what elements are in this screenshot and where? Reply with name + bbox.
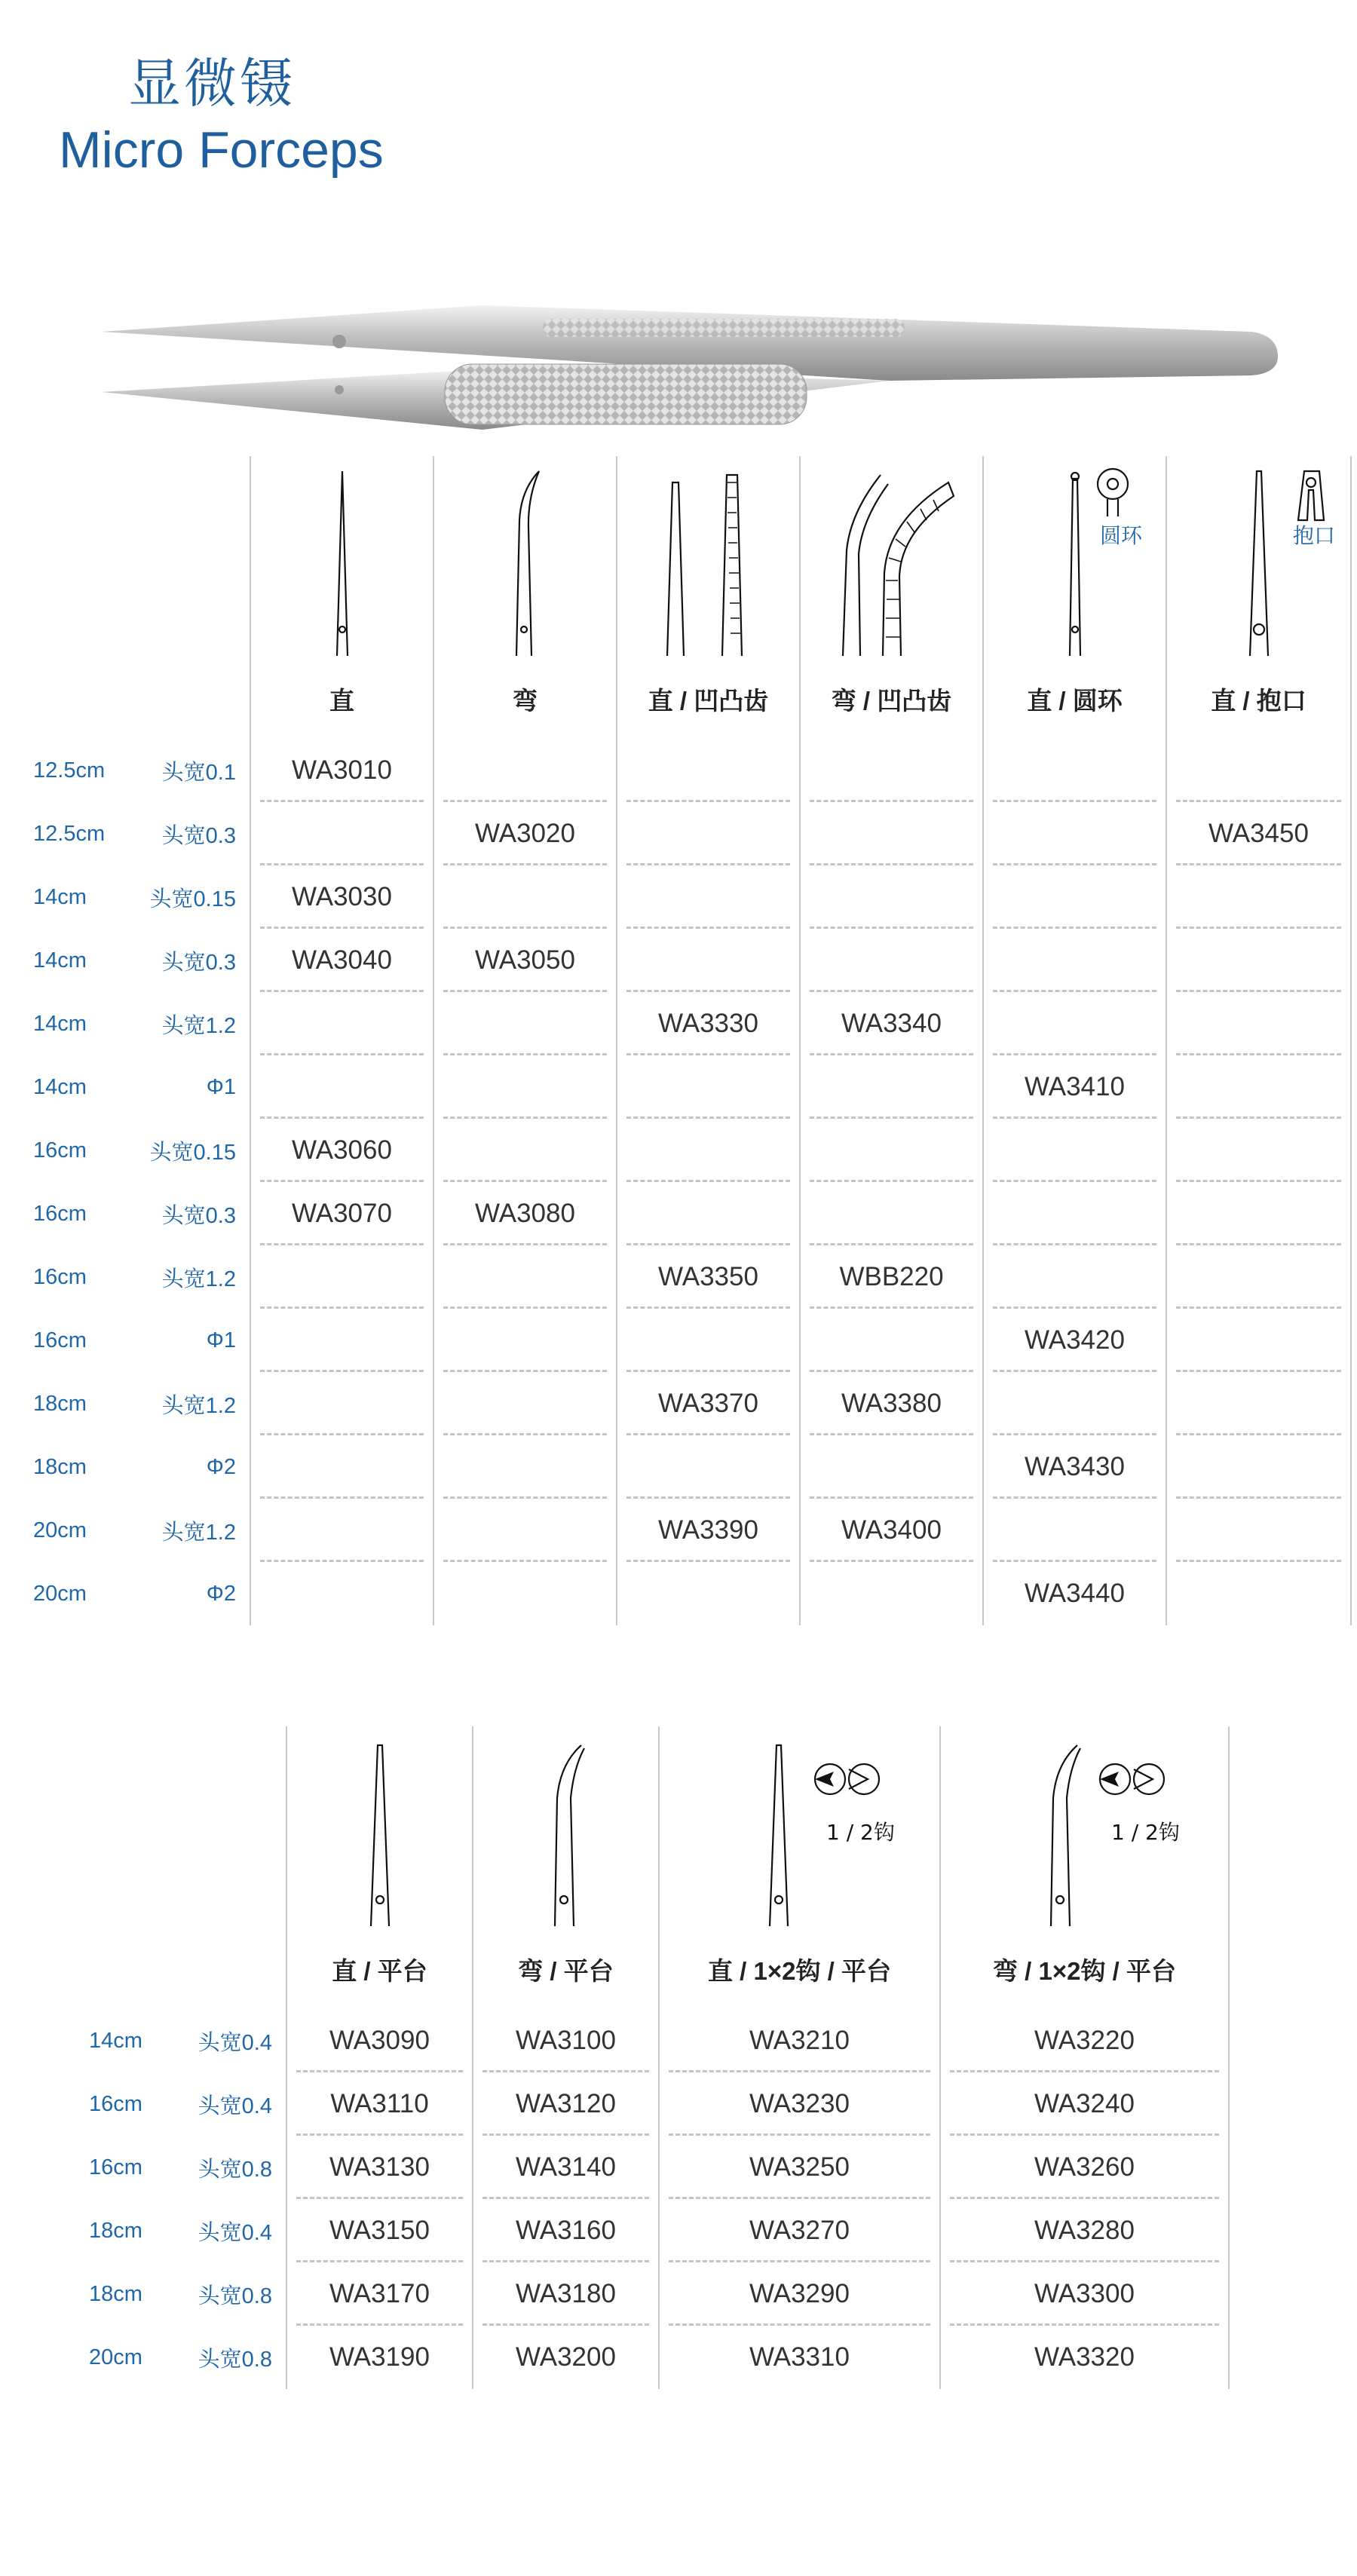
- column-header: 直 / 平台: [286, 1930, 473, 2009]
- tip-width-label: 头宽1.2: [161, 1013, 236, 1038]
- model-code-cell: WA3070: [250, 1182, 433, 1245]
- model-code-cell: WA3170: [286, 2262, 473, 2326]
- title-english: Micro Forceps: [59, 121, 384, 179]
- model-code-cell: [617, 739, 800, 802]
- clamp-forceps-icon: [1166, 456, 1351, 660]
- model-code-cell: [617, 1309, 800, 1372]
- model-code-cell: [617, 1182, 800, 1245]
- model-code-cell: [983, 1245, 1166, 1309]
- model-code-cell: [433, 739, 617, 802]
- platform-straight-forceps-icon: [286, 1726, 473, 1930]
- column-header-row: [24, 660, 1351, 739]
- table-row: [24, 802, 1351, 865]
- tip-width-label: 头宽0.4: [198, 2094, 272, 2118]
- hook-note-label: 1 / 2钩: [826, 1820, 895, 1845]
- tip-width-label: 头宽0.3: [161, 950, 236, 975]
- model-code-cell: [1166, 1182, 1351, 1245]
- model-code-cell: WA3090: [286, 2009, 473, 2072]
- serrated-curved-forceps-icon: [800, 456, 983, 660]
- model-code-cell: [983, 739, 1166, 802]
- model-code-cell: WA3120: [473, 2072, 659, 2136]
- model-code-cell: [433, 1562, 617, 1625]
- column-header: 直 / 凹凸齿: [617, 660, 800, 739]
- tip-width-label: 头宽1.2: [161, 1520, 236, 1545]
- length-label: 14cm: [33, 1011, 87, 1036]
- straight-forceps-icon: [250, 456, 433, 660]
- tip-width-label: 头宽0.8: [198, 2347, 272, 2372]
- model-code-cell: [1166, 1499, 1351, 1562]
- model-code-cell: [800, 865, 983, 929]
- model-code-cell: WA3040: [250, 929, 433, 992]
- table-row: [24, 1055, 1351, 1119]
- model-code-cell: [983, 865, 1166, 929]
- tip-width-label: 头宽1.2: [161, 1393, 236, 1418]
- table-row: [24, 865, 1351, 929]
- model-code-cell: WA3270: [659, 2199, 940, 2262]
- table-row: [83, 2009, 1229, 2072]
- tip-width-label: Φ2: [206, 1581, 236, 1606]
- length-label: 14cm: [33, 948, 87, 973]
- length-label: 20cm: [89, 2345, 142, 2369]
- model-code-cell: [617, 1119, 800, 1182]
- table-row: [24, 1372, 1351, 1435]
- model-code-cell: WA3320: [940, 2326, 1229, 2389]
- model-code-cell: [617, 1435, 800, 1499]
- model-code-cell: WA3030: [250, 865, 433, 929]
- column-header: 弯 / 1×2钩 / 平台: [940, 1930, 1229, 2009]
- length-label: 16cm: [33, 1138, 87, 1162]
- model-code-cell: WA3370: [617, 1372, 800, 1435]
- model-code-cell: WA3380: [800, 1372, 983, 1435]
- table-row: [24, 1499, 1351, 1562]
- table-row: [24, 1245, 1351, 1309]
- model-code-cell: [433, 1435, 617, 1499]
- model-code-cell: [433, 1372, 617, 1435]
- platform-curved-forceps-icon: [473, 1726, 659, 1930]
- tip-width-label: 头宽1.2: [161, 1267, 236, 1291]
- model-code-cell: [1166, 1372, 1351, 1435]
- column-header: 弯: [433, 660, 617, 739]
- model-code-cell: WA3300: [940, 2262, 1229, 2326]
- column-header: 直 / 1×2钩 / 平台: [659, 1930, 940, 2009]
- length-label: 16cm: [33, 1264, 87, 1289]
- hook-straight-forceps-icon: [659, 1726, 940, 1930]
- model-code-cell: WBB220: [800, 1245, 983, 1309]
- ring-forceps-icon: [983, 456, 1166, 660]
- tip-width-label: 头宽0.3: [161, 823, 236, 848]
- ring-note-label: 圆环: [1099, 523, 1142, 548]
- hook-note-label: 1 / 2钩: [1110, 1820, 1180, 1845]
- table-row: [24, 929, 1351, 992]
- tip-width-label: 头宽0.3: [161, 1203, 236, 1228]
- icon-row: [24, 456, 1351, 660]
- tip-width-label: Φ1: [206, 1328, 236, 1352]
- table-row: [24, 1182, 1351, 1245]
- tip-width-label: 头宽0.15: [149, 1140, 236, 1165]
- model-code-cell: [433, 1499, 617, 1562]
- model-code-cell: WA3080: [433, 1182, 617, 1245]
- length-label: 18cm: [89, 2218, 142, 2243]
- model-code-cell: WA3230: [659, 2072, 940, 2136]
- length-label: 12.5cm: [33, 821, 106, 846]
- model-code-cell: [1166, 1245, 1351, 1309]
- table-row: [24, 992, 1351, 1055]
- column-header: 直: [250, 660, 433, 739]
- model-code-cell: [250, 1435, 433, 1499]
- model-code-cell: [800, 1435, 983, 1499]
- table-row: [83, 2326, 1229, 2389]
- model-code-cell: [250, 1499, 433, 1562]
- table-platform: [83, 1726, 1230, 2389]
- model-code-cell: [983, 1119, 1166, 1182]
- column-header: 弯 / 平台: [473, 1930, 659, 2009]
- curved-forceps-icon: [433, 456, 617, 660]
- model-code-cell: [800, 1119, 983, 1182]
- model-code-cell: WA3420: [983, 1309, 1166, 1372]
- tip-width-label: 头宽0.8: [198, 2283, 272, 2308]
- column-header: 弯 / 凹凸齿: [800, 660, 983, 739]
- model-code-cell: [1166, 1435, 1351, 1499]
- model-code-cell: WA3180: [473, 2262, 659, 2326]
- length-label: 18cm: [33, 1391, 87, 1416]
- model-code-cell: WA3060: [250, 1119, 433, 1182]
- model-code-cell: WA3130: [286, 2136, 473, 2199]
- table-row: [83, 2072, 1229, 2136]
- model-code-cell: [433, 1245, 617, 1309]
- length-label: 18cm: [89, 2281, 142, 2306]
- model-code-cell: [800, 1055, 983, 1119]
- model-code-cell: [433, 1119, 617, 1182]
- model-code-cell: WA3140: [473, 2136, 659, 2199]
- length-label: 14cm: [89, 2028, 142, 2053]
- length-label: 16cm: [33, 1201, 87, 1226]
- icon-row: [83, 1726, 1229, 1930]
- table-row: [24, 1562, 1351, 1625]
- column-header-row: [83, 1930, 1229, 2009]
- length-label: 14cm: [33, 884, 87, 909]
- tip-width-label: 头宽0.4: [198, 2220, 272, 2245]
- model-code-cell: WA3210: [659, 2009, 940, 2072]
- model-code-cell: [433, 1309, 617, 1372]
- model-code-cell: WA3440: [983, 1562, 1166, 1625]
- model-code-cell: [1166, 1119, 1351, 1182]
- model-code-cell: [250, 1309, 433, 1372]
- model-code-cell: WA3430: [983, 1435, 1166, 1499]
- model-code-cell: [1166, 1309, 1351, 1372]
- tip-width-label: 头宽0.1: [161, 760, 236, 785]
- model-code-cell: [250, 992, 433, 1055]
- model-code-cell: WA3240: [940, 2072, 1229, 2136]
- model-code-cell: WA3260: [940, 2136, 1229, 2199]
- length-label: 18cm: [33, 1454, 87, 1479]
- table-row: [24, 1435, 1351, 1499]
- model-code-cell: [617, 865, 800, 929]
- model-code-cell: [1166, 1562, 1351, 1625]
- length-label: 16cm: [89, 2091, 142, 2116]
- model-code-cell: [433, 1055, 617, 1119]
- model-code-cell: [983, 1182, 1166, 1245]
- model-code-cell: WA3350: [617, 1245, 800, 1309]
- model-code-cell: WA3390: [617, 1499, 800, 1562]
- model-code-cell: [617, 802, 800, 865]
- model-code-cell: [983, 1372, 1166, 1435]
- model-code-cell: WA3340: [800, 992, 983, 1055]
- model-code-cell: [250, 802, 433, 865]
- model-code-cell: WA3310: [659, 2326, 940, 2389]
- model-code-cell: [1166, 1055, 1351, 1119]
- model-code-cell: [983, 802, 1166, 865]
- model-code-cell: [800, 1182, 983, 1245]
- model-code-cell: [433, 865, 617, 929]
- model-code-cell: [800, 739, 983, 802]
- model-code-cell: [1166, 992, 1351, 1055]
- model-code-cell: WA3190: [286, 2326, 473, 2389]
- length-label: 16cm: [89, 2155, 142, 2179]
- tip-width-label: 头宽0.15: [149, 887, 236, 911]
- table-row: [83, 2262, 1229, 2326]
- length-label: 14cm: [33, 1074, 87, 1099]
- model-code-cell: [250, 1245, 433, 1309]
- length-label: 12.5cm: [33, 758, 106, 783]
- model-code-cell: [983, 929, 1166, 992]
- model-code-cell: [617, 1562, 800, 1625]
- model-code-cell: [800, 802, 983, 865]
- micro-forceps-photo: [90, 298, 1312, 449]
- title-chinese: 显微镊: [128, 53, 296, 115]
- model-code-cell: WA3410: [983, 1055, 1166, 1119]
- model-code-cell: WA3400: [800, 1499, 983, 1562]
- model-code-cell: WA3290: [659, 2262, 940, 2326]
- table-row: [83, 2136, 1229, 2199]
- model-code-cell: WA3330: [617, 992, 800, 1055]
- model-code-cell: [1166, 739, 1351, 802]
- model-code-cell: [1166, 865, 1351, 929]
- column-header: 直 / 抱口: [1166, 660, 1351, 739]
- table-row: [24, 1119, 1351, 1182]
- model-code-cell: WA3020: [433, 802, 617, 865]
- serrated-forceps-icon: [617, 456, 800, 660]
- model-code-cell: [1166, 929, 1351, 992]
- model-code-cell: WA3220: [940, 2009, 1229, 2072]
- model-code-cell: WA3150: [286, 2199, 473, 2262]
- length-label: 20cm: [33, 1518, 87, 1542]
- model-code-cell: [433, 992, 617, 1055]
- hook-curved-forceps-icon: [940, 1726, 1229, 1930]
- tip-width-label: 头宽0.8: [198, 2157, 272, 2182]
- length-label: 16cm: [33, 1328, 87, 1352]
- model-code-cell: [983, 992, 1166, 1055]
- length-label: 20cm: [33, 1581, 87, 1606]
- model-code-cell: [617, 1055, 800, 1119]
- model-code-cell: WA3450: [1166, 802, 1351, 865]
- tip-width-label: 头宽0.4: [198, 2030, 272, 2055]
- model-code-cell: [250, 1372, 433, 1435]
- model-code-cell: WA3280: [940, 2199, 1229, 2262]
- clamp-note-label: 抱口: [1292, 523, 1335, 548]
- model-code-cell: [800, 1562, 983, 1625]
- model-code-cell: WA3250: [659, 2136, 940, 2199]
- model-code-cell: [617, 929, 800, 992]
- table-straight-curved: [24, 456, 1352, 1625]
- table-row: [24, 739, 1351, 802]
- tip-width-label: Φ1: [206, 1074, 236, 1099]
- model-code-cell: [250, 1562, 433, 1625]
- model-code-cell: WA3100: [473, 2009, 659, 2072]
- model-code-cell: WA3160: [473, 2199, 659, 2262]
- model-code-cell: WA3050: [433, 929, 617, 992]
- model-code-cell: WA3110: [286, 2072, 473, 2136]
- table-row: [83, 2199, 1229, 2262]
- column-header: 直 / 圆环: [983, 660, 1166, 739]
- model-code-cell: [800, 1309, 983, 1372]
- model-code-cell: WA3200: [473, 2326, 659, 2389]
- model-code-cell: [983, 1499, 1166, 1562]
- model-code-cell: [250, 1055, 433, 1119]
- model-code-cell: [800, 929, 983, 992]
- table-row: [24, 1309, 1351, 1372]
- model-code-cell: WA3010: [250, 739, 433, 802]
- tip-width-label: Φ2: [206, 1454, 236, 1479]
